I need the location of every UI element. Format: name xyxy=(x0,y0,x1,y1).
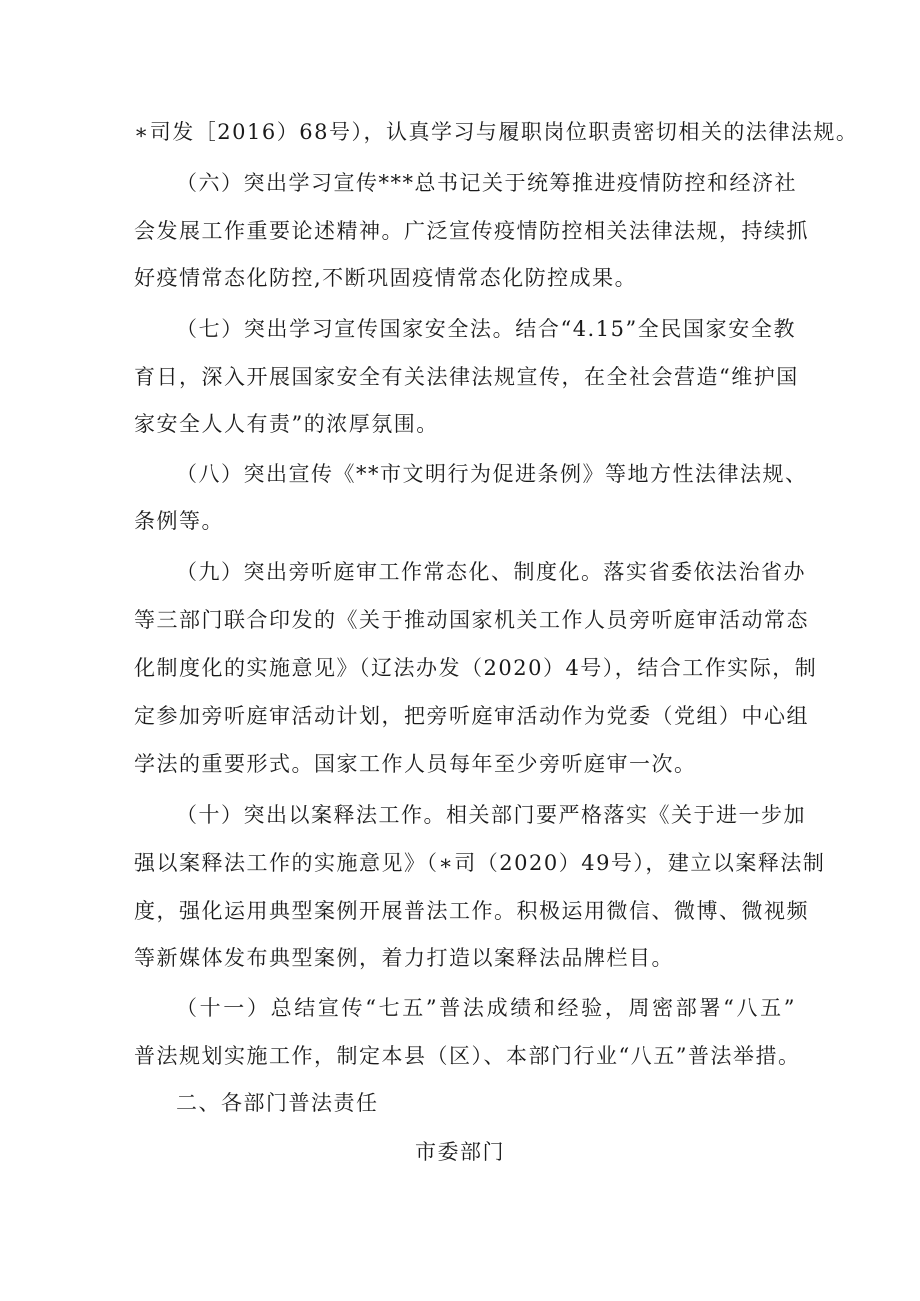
text-line: 等三部门联合印发的《关于推动国家机关工作人员旁听庭审活动常态 xyxy=(134,608,809,632)
text-line: 条例等。 xyxy=(134,509,224,533)
text-line: 学法的重要形式。国家工作人员每年至少旁听庭审一次。 xyxy=(134,752,697,776)
text-line: （十一）总结宣传“七五”普法成绩和经验，周密部署“八五” xyxy=(176,996,796,1020)
text-line: 好疫情常态化防控,不断巩固疫情常态化防控成果。 xyxy=(134,266,638,290)
subsection-title: 市委部门 xyxy=(415,1140,505,1164)
text-line: 定参加旁听庭审活动计划，把旁听庭审活动作为党委（党组）中心组 xyxy=(134,704,809,728)
text-line: （十）突出以案释法工作。相关部门要严格落实《关于进一步加 xyxy=(176,803,806,827)
text-line: 强以案释法工作的实施意见》（∗司（2020）49号），建立以案释法制 xyxy=(134,851,826,875)
text-line: ∗司发［2016）68号），认真学习与履职岗位职责密切相关的法律法规。 xyxy=(134,120,859,144)
text-line: （七）突出学习宣传国家安全法。结合“4.15”全民国家安全教 xyxy=(176,317,796,341)
text-line: （九）突出旁听庭审工作常态化、制度化。落实省委依法治省办 xyxy=(176,560,806,584)
text-line: 度，强化运用典型案例开展普法工作。积极运用微信、微博、微视频 xyxy=(134,899,809,923)
text-line: （八）突出宣传《**市文明行为促进条例》等地方性法律法规、 xyxy=(176,462,808,486)
text-line: 家安全人人有责”的浓厚氛围。 xyxy=(134,412,439,436)
text-line: 等新媒体发布典型案例，着力打造以案释法品牌栏目。 xyxy=(134,946,674,970)
text-line: 普法规划实施工作，制定本县（区）、本部门行业“八五”普法举措。 xyxy=(134,1044,801,1068)
text-line: （六）突出学习宣传***总书记关于统筹推进疫情防控和经济社 xyxy=(176,171,797,195)
text-line: 会发展工作重要论述精神。广泛宣传疫情防控相关法律法规，持续抓 xyxy=(134,219,809,243)
text-line: 化制度化的实施意见》（辽法办发（2020）4号），结合工作实际，制 xyxy=(134,656,818,680)
section-heading: 二、各部门普法责任 xyxy=(176,1091,379,1115)
text-line: 育日，深入开展国家安全有关法律法规宣传，在全社会营造“维护国 xyxy=(134,365,799,389)
